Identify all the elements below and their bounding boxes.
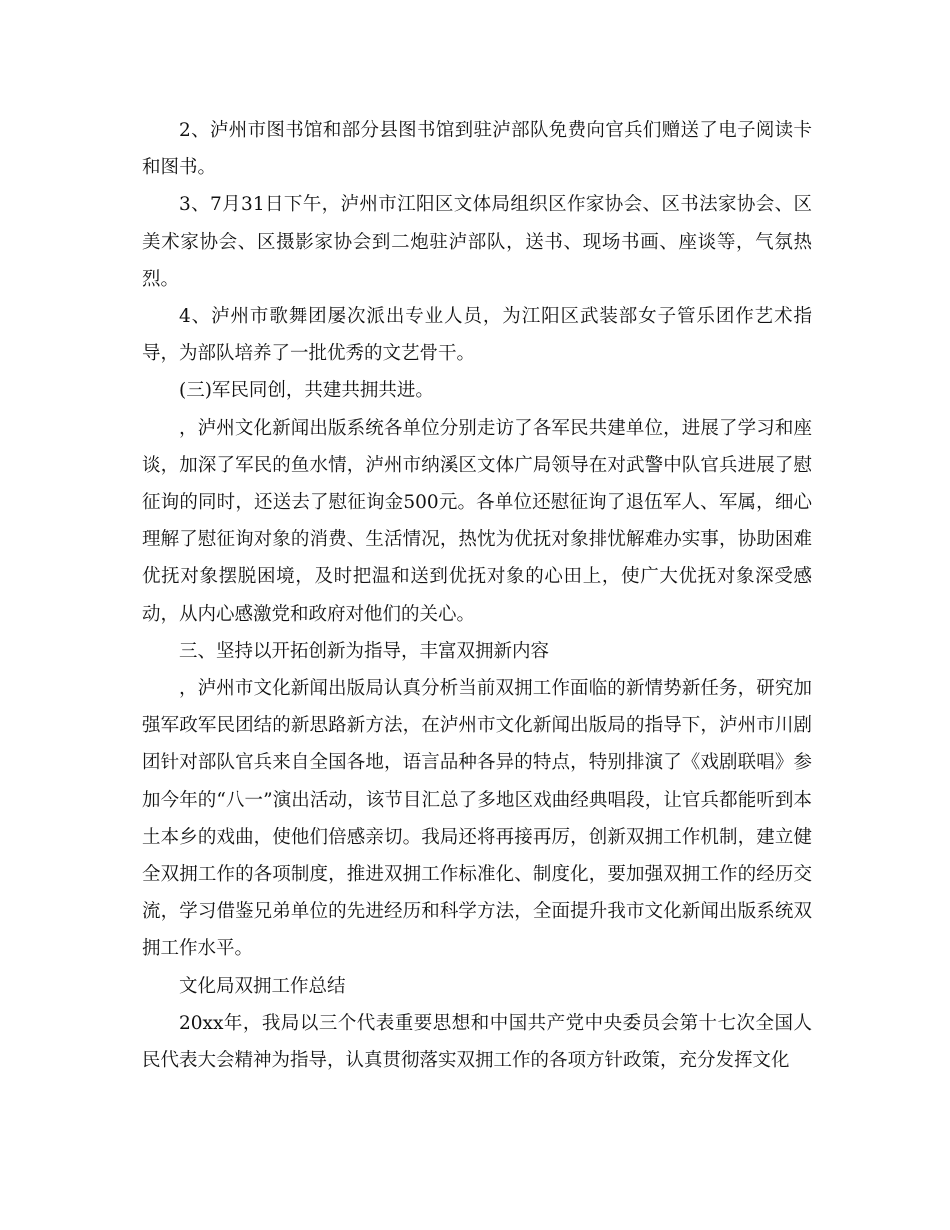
paragraph-summary-intro: 20xx年，我局以三个代表重要思想和中国共产党中央委员会第十七次全国人民代表大会精神为指导，认真贯彻落实双拥工作的各项方针政策，充分发挥文化	[142, 1012, 812, 1072]
document-page	[142, 112, 812, 1079]
paragraph-innovation-details: ，泸州市文化新闻出版局认真分析当前双拥工作面临的新情势新任务，研究加强军政军民团结的新思路新方法，在泸州市文化新闻出版局的指导下，泸州市川剧团针对部队官兵来自全国各地，语言品种各异的特点，特别排演了《戏剧联唱》参加今年的“八一”演出活动，该节目汇总了多地区戏曲经典唱段，让官兵都能听到本土本乡的戏曲，使他们倍感亲切。我局还将再接再厉，创新双拥工作机制，建立健全双拥工作的各项制度，推进双拥工作标准化、制度化，要加强双拥工作的经历交流，学习借鉴兄弟单位的先进经历和科学方法，全面提升我市文化新闻出版系统双拥工作水平。	[142, 678, 812, 960]
paragraph-condolence-visits: ，泸州文化新闻出版系统各单位分别走访了各军民共建单位，进展了学习和座谈，加深了军民的鱼水情，泸州市纳溪区文体广局领导在对武警中队官兵进展了慰征询的同时，还送去了慰征询金500元。各单位还慰征询了退伍军人、军属，细心理解了慰征询对象的消费、生活情况，热忱为优抚对象排忧解难办实事，协助困难优抚对象摆脱困境，及时把温和送到优抚对象的心田上，使广大优抚对象深受感动，从内心感激党和政府对他们的关心。	[142, 417, 812, 625]
section-heading-joint-building: (三)军民同创，共建共拥共进。	[179, 380, 434, 402]
paragraph-library-cards: 2、泸州市图书馆和部分县图书馆到驻泸部队免费向官兵们赠送了电子阅读卡和图书。	[142, 120, 812, 179]
paragraph-culture-visit: 3、7月31日下午，泸州市江阳区文体局组织区作家协会、区书法家协会、区美术家协会、区摄影家协会到二炮驻泸部队，送书、现场书画、座谈等，气氛热烈。	[142, 194, 812, 290]
document-title: 文化局双拥工作总结	[179, 975, 346, 997]
paragraph-art-guidance: 4、泸州市歌舞团屡次派出专业人员，为江阳区武装部女子管乐团作艺术指导，为部队培养了一批优秀的文艺骨干。	[142, 306, 812, 365]
section-heading-innovation: 三、坚持以开拓创新为指导，丰富双拥新内容	[179, 640, 550, 662]
